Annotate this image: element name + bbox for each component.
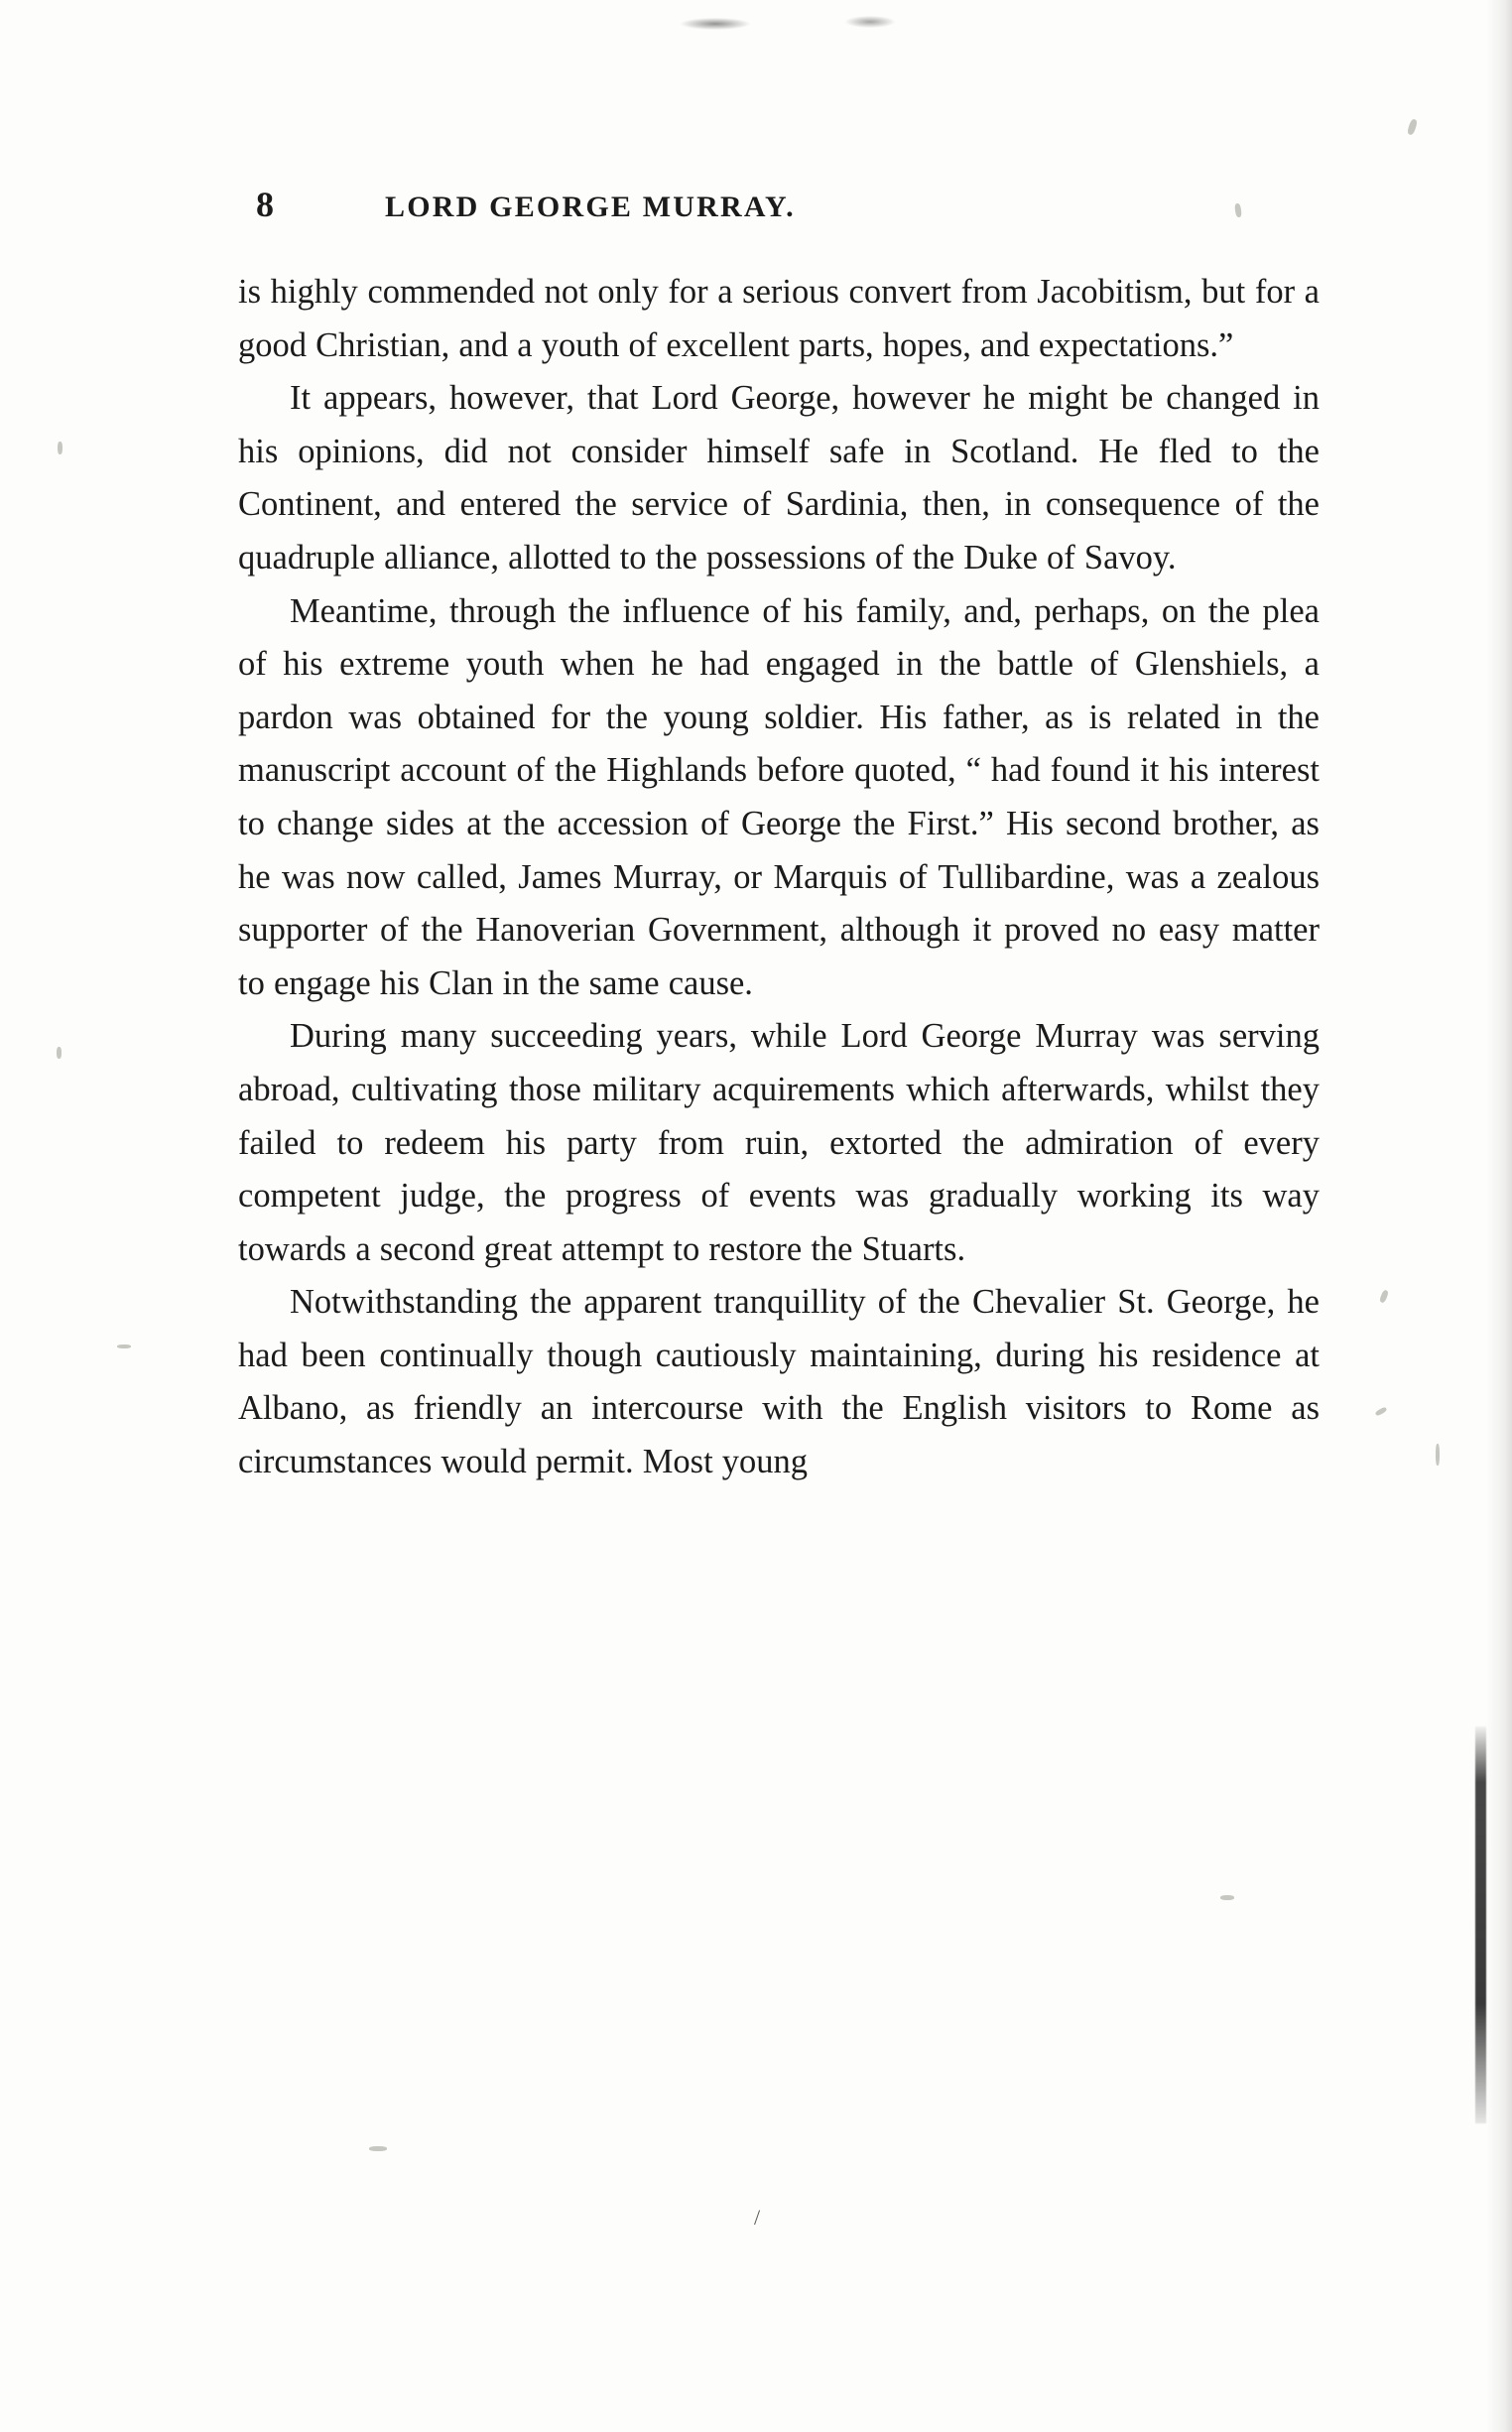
scan-speck [57, 1047, 62, 1059]
paragraph-1: is highly commended not only for a serious convert from Jacobitism, but for a good Christian, and a youth of excellent parts, hopes, and expectations.” [238, 273, 1320, 364]
scan-speck [1375, 1406, 1388, 1416]
scan-speck [1220, 1895, 1234, 1900]
page-header [256, 184, 1268, 225]
paragraph-2: It appears, however, that Lord George, however he might be changed in his opinions, did not consider himself safe in Scotland. He fled to the Continent, and entered the service of Sardinia, then, in consequence of the quadruple alliance, allotted to the possessions of the Duke of Savoy. [238, 379, 1320, 576]
paragraph-5: Notwithstanding the apparent tranquillity of the Chevalier St. George, he had been continually though cautiously maintaining, during his residence at Albano, as friendly an intercourse with the English visitors to Rome as circumstances would permit. Most young [238, 1283, 1320, 1481]
paragraph-3: Meantime, through the influence of his family, and, perhaps, on the plea of his extreme youth when he had engaged in the battle of Glenshiels, a pardon was obtained for the young soldier. His father, as is related in the manuscript account of the Highlands before quoted, “ had found it his interest to change sides at the accession of George the First.” His second brother, as he was now called, James Murray, or Marquis of Tullibardine, was a zealous supporter of the Hanoverian Government, although it proved no easy matter to engage his Clan in the same cause. [238, 591, 1320, 1002]
paragraph-4: During many succeeding years, while Lord George Murray was serving abroad, cultivating those military acquirements which afterwards, whilst they failed to redeem his party from ruin, extorted the admiration of every competent judge, the progress of events was gradually working its way towards a second great attempt to restore the Stuarts. [238, 1017, 1320, 1268]
page-edge-binding-shadow [1475, 1727, 1486, 2123]
page-body-text [238, 266, 1320, 1489]
scan-speck [117, 1344, 131, 1348]
page-right-edge-shading [1486, 0, 1512, 2432]
scan-speck [1436, 1444, 1440, 1466]
scan-speck [1407, 118, 1419, 135]
page-number: 8 [256, 185, 275, 224]
scan-speck [1379, 1289, 1389, 1303]
scan-speck [58, 442, 63, 454]
page-foot-mark: / [754, 2205, 761, 2230]
scan-artifact-smudge-right [845, 16, 895, 28]
scan-artifact-smudge-left [681, 18, 750, 30]
scan-speck [369, 2146, 387, 2151]
running-head: LORD GEORGE MURRAY. [385, 191, 796, 223]
